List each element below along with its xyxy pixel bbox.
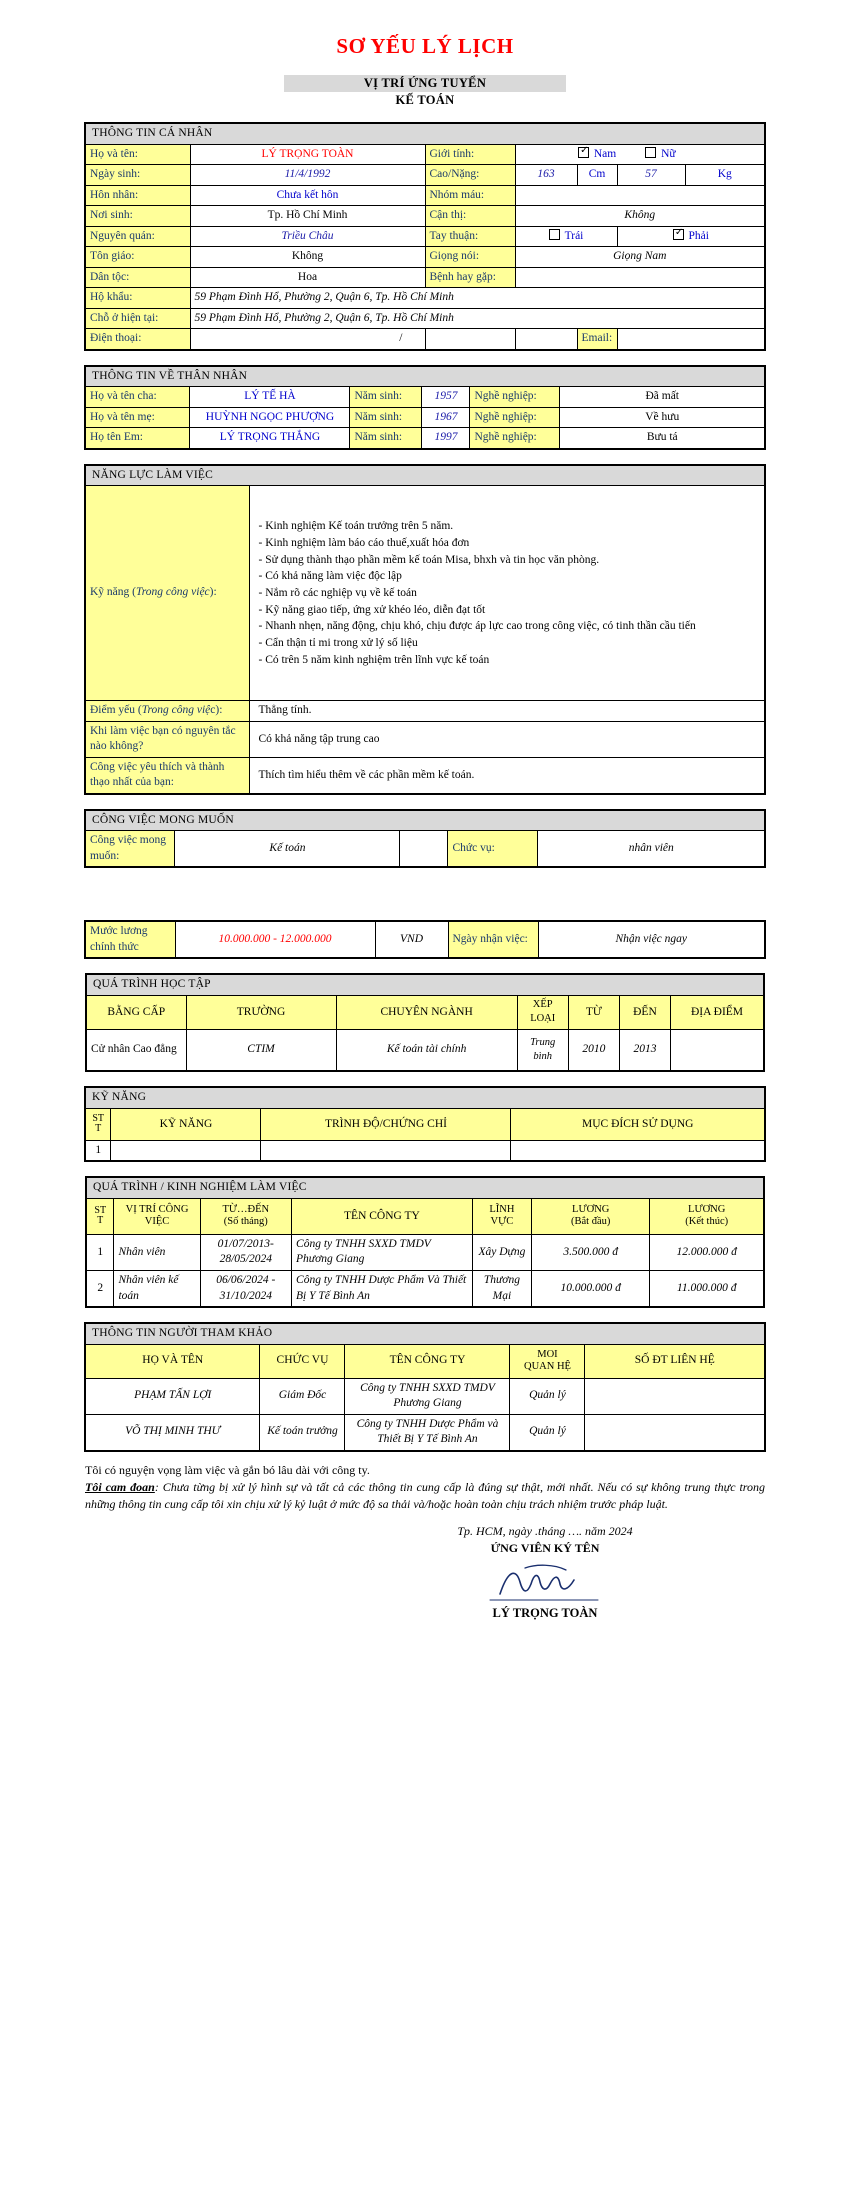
table-row: [85, 465, 765, 486]
table-row: [85, 701, 765, 722]
references-table: [84, 1322, 766, 1452]
col-exp-position-l2: VIỆC: [144, 1216, 170, 1228]
table-row: [85, 1108, 765, 1140]
handed-option-right[interactable]: [617, 226, 765, 247]
label-household: Hộ khẩu:: [85, 288, 190, 309]
page-title: SƠ YẾU LÝ LỊCH: [336, 34, 514, 58]
col-skill: KỸ NĂNG: [111, 1108, 261, 1140]
value-from: 2010: [568, 1029, 619, 1071]
signature-place-date: Tp. HCM, ngày .tháng …. năm 2024: [457, 1523, 633, 1538]
value-name: LÝ TRỌNG TOÀN: [190, 144, 425, 165]
section-title-education: QUÁ TRÌNH HỌC TẬP: [86, 974, 764, 995]
desired-spacer: [400, 831, 448, 868]
handed-option-left[interactable]: [515, 226, 617, 247]
col-ref-name: HỌ VÀ TÊN: [85, 1344, 260, 1378]
value-marital: Chưa kết hôn: [190, 185, 425, 206]
col-ref-relation-l2: QUAN HỆ: [524, 1361, 571, 1373]
table-row: [85, 810, 765, 831]
col-degree: BẰNG CẤP: [86, 995, 186, 1029]
table-row: [85, 757, 765, 794]
col-place: ĐỊA ĐIỂM: [671, 995, 765, 1029]
col-exp-salary-start-l2: (Bắt đầu): [571, 1216, 611, 1228]
skill-item: - Nhanh nhẹn, năng động, chịu khó, chịu được áp lực cao trong công việc, có tinh thần cầu tiến: [258, 620, 696, 633]
section-title-desired: CÔNG VIỆC MONG MUỐN: [85, 810, 765, 831]
value-exp1-field: Xây Dựng: [472, 1234, 531, 1270]
table-row: [85, 308, 765, 329]
col-exp-period-l1: TỪ…ĐẾN: [222, 1204, 270, 1216]
value-phone[interactable]: /: [190, 329, 425, 350]
col-exp-stt: [86, 1198, 114, 1234]
phone-spacer: [515, 329, 577, 350]
table-row: [85, 165, 765, 186]
label-father-job: Nghề nghiệp:: [470, 387, 560, 408]
label-sibling: Họ tên Em:: [85, 428, 190, 449]
position-applied-label: VỊ TRÍ ỨNG TUYỂN: [284, 75, 566, 92]
value-height: 163: [515, 165, 577, 186]
table-row: [85, 387, 765, 408]
value-exp2-salary-start: 10.000.000 đ: [532, 1271, 650, 1308]
skill-item: - Sử dụng thành thạo phần mềm kế toán Misa, bhxh và tin học văn phòng.: [258, 553, 600, 566]
value-skill-no: 1: [85, 1140, 111, 1161]
table-row: [85, 1087, 765, 1108]
section-title-experience: QUÁ TRÌNH / KINH NGHIỆM LÀM VIỆC: [86, 1177, 764, 1198]
table-row: [85, 1140, 765, 1161]
value-exp1-no: 1: [86, 1234, 114, 1270]
col-exp-company: TÊN CÔNG TY: [292, 1198, 473, 1234]
table-row: [85, 123, 765, 144]
gender-option-female[interactable]: [645, 147, 676, 163]
section-title-family: THÔNG TIN VỀ THÂN NHÂN: [85, 366, 765, 387]
value-mother-year: 1967: [422, 407, 470, 428]
skill-item: - Cẩn thận tỉ mi trong xử lý số liệu: [258, 636, 418, 649]
gender-option-male[interactable]: [578, 147, 616, 163]
value-mother-name: HUỲNH NGỌC PHƯỢNG: [190, 407, 350, 428]
value-desired-title: nhân viên: [538, 831, 765, 868]
skills-certificate-table: [84, 1086, 766, 1162]
table-row: [86, 995, 764, 1029]
table-row: [85, 267, 765, 288]
handwritten-signature-icon: [470, 1560, 620, 1606]
label-mother: Họ và tên mẹ:: [85, 407, 190, 428]
label-dob: Ngày sinh:: [85, 165, 190, 186]
value-place: [671, 1029, 765, 1071]
col-ref-relation-l1: MOI: [537, 1348, 558, 1360]
table-row: [86, 1234, 764, 1270]
col-purpose: MỤC ĐÍCH SỬ DỤNG: [511, 1108, 765, 1140]
capability-table: [84, 464, 766, 795]
col-exp-salary-end-l2: (Kết thúc): [685, 1216, 729, 1228]
label-email: Email:: [577, 329, 617, 350]
skill-item: - Kỹ năng giao tiếp, ứng xử khéo léo, diễn đạt tốt: [258, 603, 486, 616]
label-blood: Nhóm máu:: [425, 185, 515, 206]
table-row: [85, 226, 765, 247]
label-mother-job: Nghề nghiệp:: [470, 407, 560, 428]
value-ref2-company: Công ty TNHH Dược Phẩm và Thiết Bị Y Tế Bình An: [345, 1414, 510, 1451]
label-illness: Bệnh hay gặp:: [425, 267, 515, 288]
label-skills-tail: ):: [209, 586, 217, 599]
value-start-date: Nhận việc ngay: [538, 921, 765, 958]
value-household: 59 Phạm Đình Hổ, Phường 2, Quận 6, Tp. Hồ Chí Minh: [190, 288, 765, 309]
unit-weight: Kg: [685, 165, 765, 186]
section-title-personal: THÔNG TIN CÁ NHÂN: [85, 123, 765, 144]
value-ref2-phone[interactable]: [585, 1414, 765, 1451]
col-exp-salary-start: [532, 1198, 650, 1234]
value-religion: Không: [190, 247, 425, 268]
checkbox-checked-icon[interactable]: [673, 229, 684, 240]
label-phone: Điện thoại:: [85, 329, 190, 350]
col-major: CHUYÊN NGÀNH: [336, 995, 517, 1029]
value-exp2-no: 2: [86, 1271, 114, 1308]
col-ref-title: CHỨC VỤ: [260, 1344, 345, 1378]
col-rank: XẾP LOẠI: [517, 995, 568, 1029]
table-row: [85, 185, 765, 206]
label-salary: Mước lương chính thức: [85, 921, 175, 958]
value-exp2-period: 06/06/2024 - 31/10/2024: [200, 1271, 291, 1308]
desired-job-table: [84, 809, 766, 869]
value-ref1-relation: Quản lý: [510, 1378, 585, 1414]
col-exp-stt-l1: ST: [94, 1204, 107, 1216]
label-father: Họ và tên cha:: [85, 387, 190, 408]
col-exp-position-l1: VỊ TRÍ CÔNG: [125, 1204, 189, 1216]
value-salary: 10.000.000 - 12.000.000: [175, 921, 375, 958]
skill-item: - Có trên 5 năm kinh nghiệm trên lĩnh vực kế toán: [258, 653, 490, 666]
experience-table: [85, 1176, 765, 1308]
signature-image: [415, 1556, 675, 1604]
label-sibling-job: Nghề nghiệp:: [470, 428, 560, 449]
label-handed: Tay thuận:: [425, 226, 515, 247]
label-principle: Khi làm việc bạn có nguyên tắc nào không?: [85, 721, 250, 757]
value-skill-purpose: [511, 1140, 765, 1161]
footer-pledge-label: Tôi cam đoan: [85, 1480, 155, 1494]
value-rank: Trung bình: [517, 1029, 568, 1071]
label-hometown: Nguyên quán:: [85, 226, 190, 247]
value-desired-job: Kế toán: [175, 831, 400, 868]
checkbox-empty-icon[interactable]: [645, 147, 656, 158]
table-row: [85, 288, 765, 309]
table-row: [85, 921, 765, 958]
table-row: [85, 206, 765, 227]
gender-choice-group[interactable]: [515, 144, 765, 165]
value-hometown: Triều Châu: [190, 226, 425, 247]
section-title-skills: KỸ NĂNG: [85, 1087, 765, 1108]
table-row: [85, 247, 765, 268]
value-sibling-job: Bưu tá: [560, 428, 765, 449]
col-ref-phone: SỐ ĐT LIÊN HỆ: [585, 1344, 765, 1378]
gender-option-male-label: Nam: [593, 147, 617, 160]
table-row: [85, 144, 765, 165]
value-phone-2[interactable]: [425, 329, 515, 350]
label-religion: Tôn giáo:: [85, 247, 190, 268]
value-exp1-salary-end: 12.000.000 đ: [650, 1234, 764, 1270]
value-illness: [515, 267, 765, 288]
footer-declaration: [85, 1452, 765, 1514]
footer-pledge-text: : Chưa từng bị xử lý hình sự và tất cả các thông tin cung cấp là đúng sự thật, mới nhất. Nếu có sự không trung thực trong những thông tin cung cấp tôi xin chịu xử lý kỷ luật ở mức độ sa thải và/hoặc hoàn toàn chịu trách nhiệm trước pháp luật.: [85, 1480, 765, 1512]
value-blood: [515, 185, 765, 206]
value-exp1-company: Công ty TNHH SXXD TMDV Phương Giang: [292, 1234, 473, 1270]
value-father-year: 1957: [422, 387, 470, 408]
label-birthplace: Nơi sinh:: [85, 206, 190, 227]
table-row: [85, 428, 765, 449]
label-skills-main: Kỹ năng (: [89, 586, 136, 599]
position-applied-value: KẾ TOÁN: [395, 93, 455, 107]
table-row: [85, 1323, 765, 1344]
value-favorite-job: Thích tìm hiểu thêm về các phần mềm kế toán.: [250, 757, 765, 794]
label-marital: Hôn nhân:: [85, 185, 190, 206]
value-degree: Cử nhân Cao đẳng: [86, 1029, 186, 1071]
value-exp2-company: Công ty TNHH Dược Phẩm Và Thiết Bị Y Tế Bình An: [292, 1271, 473, 1308]
handed-option-left-label: Trái: [564, 229, 584, 242]
salary-table: [84, 920, 766, 959]
table-row: [85, 831, 765, 868]
skill-item: - Có khả năng làm việc độc lập: [258, 570, 402, 583]
value-ref1-company: Công ty TNHH SXXD TMDV Phương Giang: [345, 1378, 510, 1414]
value-ref1-name: PHẠM TẤN LỢI: [85, 1378, 260, 1414]
label-voice: Giọng nói:: [425, 247, 515, 268]
skill-item: - Nắm rõ các nghiệp vụ về kế toán: [258, 586, 417, 599]
label-weakness-tail: c):: [210, 704, 223, 717]
table-row: [85, 1414, 765, 1451]
label-skills: [85, 486, 250, 701]
label-name: Họ và tên:: [85, 144, 190, 165]
table-row: [86, 1271, 764, 1308]
value-exp2-field: Thương Mại: [472, 1271, 531, 1308]
footer-line1: Tôi có nguyện vọng làm việc và gắn bó lâu dài với công ty.: [85, 1462, 370, 1477]
label-start-date: Ngày nhận việc:: [448, 921, 538, 958]
label-mother-year: Năm sinh:: [350, 407, 422, 428]
label-ethnicity: Dân tộc:: [85, 267, 190, 288]
value-myopia: Không: [515, 206, 765, 227]
section-title-capability: NĂNG LỰC LÀM VIỆC: [85, 465, 765, 486]
value-ref2-relation: Quản lý: [510, 1414, 585, 1451]
family-info-table: [84, 365, 766, 450]
value-ethnicity: Hoa: [190, 267, 425, 288]
label-weakness: [85, 701, 250, 722]
label-height-weight: Cao/Nặng:: [425, 165, 515, 186]
label-sibling-year: Năm sinh:: [350, 428, 422, 449]
col-exp-period-l2: (Số tháng): [223, 1216, 268, 1228]
col-level: TRÌNH ĐỘ/CHỨNG CHỈ: [261, 1108, 511, 1140]
table-row: [85, 1378, 765, 1414]
value-voice: Giọng Nam: [515, 247, 765, 268]
value-skill-level: [261, 1140, 511, 1161]
value-father-job: Đã mất: [560, 387, 765, 408]
col-exp-salary-end-l1: LƯƠNG: [688, 1204, 726, 1216]
checkbox-empty-icon[interactable]: [549, 229, 560, 240]
table-row: [85, 721, 765, 757]
personal-info-table: [84, 122, 766, 351]
table-row: [85, 407, 765, 428]
table-row: [85, 486, 765, 701]
footer-pledge: [85, 1479, 765, 1514]
label-skills-em: Trong công việc: [135, 586, 210, 599]
label-desired-job: Công việc mong muốn:: [85, 831, 175, 868]
gender-option-female-label: Nữ: [661, 147, 676, 160]
skill-item: - Kinh nghiệm Kế toán trưởng trên 5 năm.: [258, 520, 454, 533]
checkbox-checked-icon[interactable]: [578, 147, 589, 158]
table-row: [85, 329, 765, 350]
section-title-references: THÔNG TIN NGƯỜI THAM KHẢO: [85, 1323, 765, 1344]
skills-list: [250, 486, 765, 701]
label-current-address: Chỗ ở hiện tại:: [85, 308, 190, 329]
col-exp-position: [114, 1198, 200, 1234]
value-sibling-name: LÝ TRỌNG THẮNG: [190, 428, 350, 449]
value-weight: 57: [617, 165, 685, 186]
value-exp1-salary-start: 3.500.000 đ: [532, 1234, 650, 1270]
col-ref-relation: [510, 1344, 585, 1378]
value-birthplace: Tp. Hồ Chí Minh: [190, 206, 425, 227]
col-exp-salary-start-l1: LƯƠNG: [572, 1204, 610, 1216]
label-myopia: Cận thị:: [425, 206, 515, 227]
label-desired-title: Chức vụ:: [448, 831, 538, 868]
position-applied-block: [0, 75, 850, 108]
value-sibling-year: 1997: [422, 428, 470, 449]
col-exp-salary-end: [650, 1198, 764, 1234]
label-favorite-job: Công việc yêu thích và thành thạo nhất của bạn:: [85, 757, 250, 794]
unit-height: Cm: [577, 165, 617, 186]
label-gender: Giới tính:: [425, 144, 515, 165]
value-ref2-title: Kế toán trưởng: [260, 1414, 345, 1451]
value-major: Kế toán tài chính: [336, 1029, 517, 1071]
value-exp1-period: 01/07/2013-28/05/2024: [200, 1234, 291, 1270]
value-to: 2013: [619, 1029, 670, 1071]
signature-block: [85, 1514, 765, 1621]
skill-item: - Kinh nghiệm làm báo cáo thuế,xuất hóa đơn: [258, 536, 470, 549]
col-exp-period: [200, 1198, 291, 1234]
value-principle: Có khả năng tập trung cao: [250, 721, 765, 757]
value-ref1-phone[interactable]: [585, 1378, 765, 1414]
value-dob: 11/4/1992: [190, 165, 425, 186]
label-weakness-em: Trong công việ: [141, 704, 211, 717]
handed-option-right-label: Phải: [688, 229, 709, 242]
col-exp-stt-l2: T: [97, 1215, 104, 1227]
value-exp2-position: Nhân viên kế toán: [114, 1271, 200, 1308]
value-mother-job: Về hưu: [560, 407, 765, 428]
col-school: TRƯỜNG: [186, 995, 336, 1029]
col-ref-company: TÊN CÔNG TY: [345, 1344, 510, 1378]
table-row: [85, 366, 765, 387]
signature-name: LÝ TRỌNG TOÀN: [492, 1605, 598, 1620]
table-row: [86, 1177, 764, 1198]
value-email[interactable]: [617, 329, 765, 350]
value-salary-unit: VND: [375, 921, 448, 958]
col-stt: ST T: [85, 1108, 111, 1140]
col-to: ĐẾN: [619, 995, 670, 1029]
value-exp2-salary-end: 11.000.000 đ: [650, 1271, 764, 1308]
value-ref2-name: VÕ THỊ MINH THƯ: [85, 1414, 260, 1451]
col-exp-field-l1: LĨNH: [489, 1204, 515, 1216]
table-row: [86, 1029, 764, 1071]
value-skill-name: [111, 1140, 261, 1161]
education-table: [85, 973, 765, 1072]
value-current-address: 59 Phạm Đình Hổ, Phường 2, Quận 6, Tp. Hồ Chí Minh: [190, 308, 765, 329]
col-from: TỪ: [568, 995, 619, 1029]
value-weakness: Thẳng tính.: [250, 701, 765, 722]
value-school: CTIM: [186, 1029, 336, 1071]
label-father-year: Năm sinh:: [350, 387, 422, 408]
label-weakness-main: Điểm yếu (: [89, 704, 142, 717]
value-father-name: LÝ TẾ HÀ: [190, 387, 350, 408]
value-exp1-position: Nhân viên: [114, 1234, 200, 1270]
table-row: [86, 974, 764, 995]
table-row: [86, 1198, 764, 1234]
signature-label: ỨNG VIÊN KÝ TÊN: [490, 1540, 600, 1555]
col-exp-field-l2: VỰC: [490, 1216, 514, 1228]
col-exp-field: [472, 1198, 531, 1234]
value-ref1-title: Giám Đốc: [260, 1378, 345, 1414]
table-row: [85, 1344, 765, 1378]
